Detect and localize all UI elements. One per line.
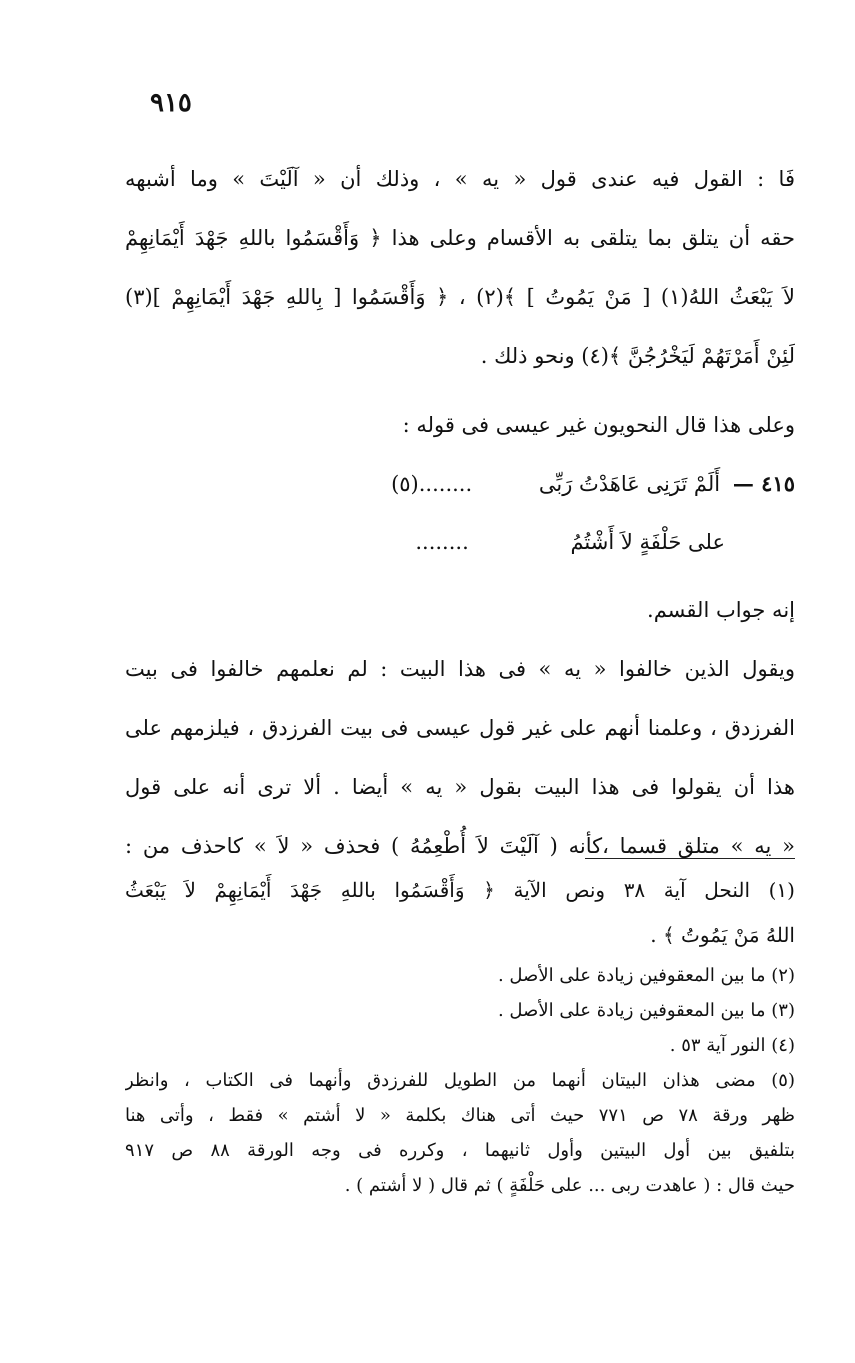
page-number: ٩١٥ [150,88,192,118]
main-line: لَئِنْ أَمَرْتَهُمْ لَيَخْرُجُنَّ ﴾(٤) ونحو ذلك . [480,344,795,368]
footnote-1-line: (١) النحل آية ٣٨ ونص الآية ﴿ وَأَقْسَمُوا باللهِ جَهْدَ أَيْمَانِهِمْ لاَ يَبْعَثُ [125,878,795,902]
verse-number: ٤١٥ — [732,471,795,496]
footnote-4: (٤) النور آية ٥٣ . [669,1035,795,1056]
verse-ellipsis-2: ........ [415,530,469,554]
main-text [125,150,795,876]
main-line: فَا : القول فيه عندى قول « يه » ، وذلك أن « آلَيْتَ » وما أشبهه [125,167,795,191]
main-line: حقه أن يتلق بما يتلقى به الأقسام وعلى هذا ﴿ وَأَقْسَمُوا باللهِ جَهْدَ أَيْمَانِهِمْ [125,226,795,250]
footnote-3: (٣) ما بين المعقوفين زيادة على الأصل . [497,1000,795,1021]
footnote-2: (٢) ما بين المعقوفين زيادة على الأصل . [497,965,795,986]
paragraph-line: هذا أن يقولوا فى هذا البيت بقول « يه » أيضا . ألا ترى أنه على قول [125,775,795,799]
main-line: لاَ يَبْعَثُ اللهُ(١) [ مَنْ يَمُوتُ ] ﴾(٢) ، ﴿ وَأَقْسَمُوا [ بِاللهِ جَهْدَ أَيْمَانِهِمْ ](٣) [125,285,795,309]
after-verse-line: إنه جواب القسم. [647,598,795,622]
verse-hemistich-2: على حَلْفَةٍ لاَ أَشْتُمُ [570,530,725,554]
paragraph-line: ويقول الذين خالفوا « يه » فى هذا البيت : لم نعلمهم خالفوا فى بيت [125,657,795,681]
footnote-separator [585,858,795,859]
paragraph-line: « يه » متلق قسما ،كأنه ( آلَيْتَ لاَ أُطْعِمُهُ ) فحذف « لاَ » كاحذف من : [125,834,795,858]
verse-ellipsis-1: ........(٥) [391,472,473,496]
verse-second-hemistich [125,513,795,571]
paragraph-line: الفرزدق ، وعلمنا أنهم على غير قول عيسى فى بيت الفرزدق ، فيلزمهم على [125,716,795,740]
footnotes [125,868,795,1203]
footnote-5-line: بتلفيق بين أول البيتين وأول ثانيهما ، وكرره فى وجه الورقة ٨٨ ص ٩١٧ [125,1140,795,1161]
footnote-5-line: (٥) مضى هذان البيتان أنهما من الطويل للفرزدق وأنهما فى الكتاب ، وانظر [125,1070,795,1091]
verse-hemistich-1: أَلَمْ تَرَنِى عَاهَدْتُ رَبِّى [538,472,721,496]
intro-line: وعلى هذا قال النحويون غير عيسى فى قوله : [402,413,795,437]
footnote-5-line: حيث قال : ( عاهدت ربى ... على حَلْفَةٍ ) ثم قال ( لا أشتم ) . [344,1175,795,1196]
footnote-5-line: ظهر ورقة ٧٨ ص ٧٧١ حيث أتى هناك بكلمة « لا أشتم » فقط ، وأتى هنا [125,1105,795,1126]
verse-first-hemistich [125,455,795,513]
footnote-1-line: اللهُ مَنْ يَمُوتُ ﴾ . [650,923,795,947]
